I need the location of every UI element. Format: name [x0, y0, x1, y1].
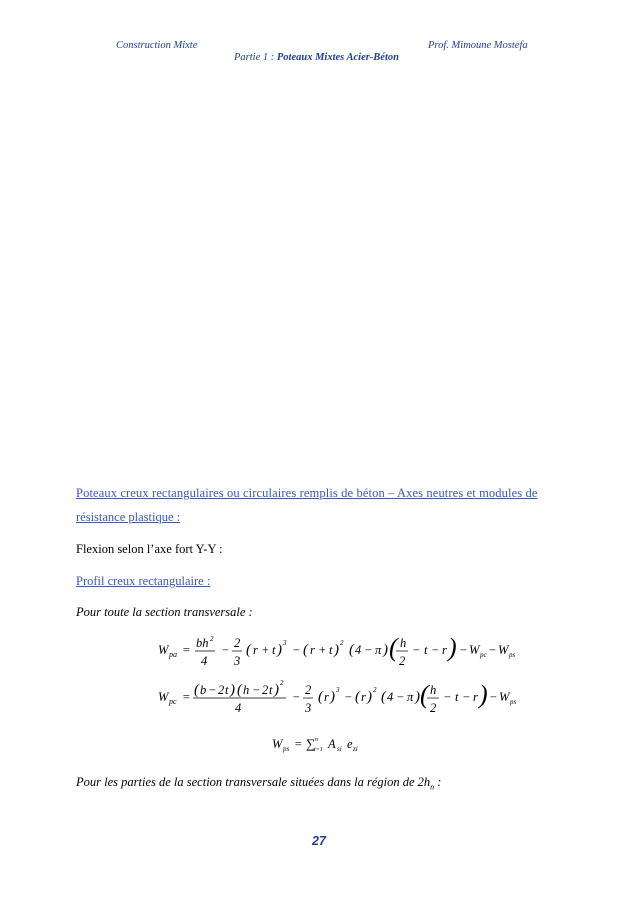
svg-text:−: −	[396, 690, 405, 704]
svg-text:pc: pc	[480, 651, 487, 659]
eq2-lhs-subscript: pc	[169, 697, 177, 706]
svg-text:2: 2	[399, 654, 406, 668]
svg-text:4: 4	[387, 690, 394, 704]
svg-text:): )	[277, 642, 282, 658]
equation-wpc	[158, 679, 517, 722]
header-part-title	[234, 52, 399, 63]
svg-text:=: =	[182, 643, 191, 657]
svg-text:): )	[415, 689, 420, 705]
svg-text:−: −	[462, 690, 471, 704]
region-2hn-label	[76, 775, 441, 792]
header-course-title: Construction Mixte	[116, 40, 198, 51]
svg-text:(: (	[389, 633, 398, 662]
svg-text:): )	[274, 682, 279, 698]
svg-text:t: t	[225, 683, 229, 697]
svg-text:t: t	[272, 643, 276, 657]
svg-text:r: r	[324, 690, 329, 704]
svg-text:n: n	[315, 737, 318, 743]
svg-text:2: 2	[430, 701, 437, 715]
eq1-lhs-subscript: pa	[169, 650, 177, 659]
svg-text:(: (	[420, 680, 429, 709]
svg-text:e: e	[347, 737, 353, 751]
svg-text:=: =	[182, 690, 191, 704]
svg-text:−: −	[208, 683, 217, 697]
svg-text:3: 3	[283, 639, 287, 647]
svg-text:2: 2	[373, 686, 377, 694]
svg-text:−: −	[488, 643, 497, 657]
svg-text:−: −	[292, 690, 301, 704]
header-author: Prof. Mimoune Mostefa	[428, 40, 528, 51]
flexion-axis-label: Flexion selon l’axe fort Y-Y :	[76, 542, 223, 556]
eq1-lhs-symbol: W	[158, 643, 169, 657]
svg-text:2: 2	[262, 683, 269, 697]
region-label-text: Pour les parties de la section transversale situées dans la région de 2h	[76, 775, 431, 789]
svg-text:r: r	[253, 643, 258, 657]
eq3-lhs-subscript: ps	[283, 745, 290, 753]
svg-text:−: −	[364, 643, 373, 657]
svg-text:−: −	[344, 690, 353, 704]
svg-text:r: r	[473, 690, 478, 704]
svg-text:(: (	[318, 689, 323, 705]
svg-text:): )	[367, 689, 372, 705]
section-heading-line2: résistance plastique :	[76, 510, 181, 524]
svg-text:zi: zi	[353, 745, 358, 753]
svg-text:r: r	[442, 643, 447, 657]
page-number: 27	[312, 834, 326, 848]
svg-text:): )	[334, 642, 339, 658]
svg-text:bh: bh	[196, 636, 209, 650]
svg-text:ps: ps	[509, 651, 516, 659]
svg-text:W: W	[499, 690, 510, 704]
svg-text:2: 2	[340, 639, 344, 647]
svg-text:h: h	[400, 636, 407, 650]
svg-text:2: 2	[305, 683, 312, 697]
eq2-lhs-symbol: W	[158, 690, 169, 704]
svg-text:r: r	[361, 690, 366, 704]
region-label-suffix: :	[434, 775, 442, 789]
svg-text:h: h	[243, 683, 250, 697]
svg-text:4: 4	[355, 643, 362, 657]
svg-text:=: =	[294, 737, 303, 751]
svg-text:3: 3	[305, 701, 312, 715]
svg-text:): )	[383, 642, 388, 658]
svg-text:t: t	[329, 643, 333, 657]
svg-text:−: −	[489, 690, 498, 704]
svg-text:): )	[448, 633, 457, 662]
svg-text:(: (	[349, 642, 354, 658]
svg-text:4: 4	[201, 654, 208, 668]
svg-text:(: (	[246, 642, 251, 658]
svg-text:2: 2	[210, 635, 214, 643]
svg-text:+: +	[318, 643, 327, 657]
svg-text:2: 2	[218, 683, 225, 697]
svg-text:−: −	[459, 643, 468, 657]
svg-text:b: b	[200, 683, 207, 697]
svg-text:−: −	[431, 643, 440, 657]
svg-text:ps: ps	[510, 698, 517, 706]
svg-text:(: (	[237, 682, 242, 698]
svg-text:(: (	[194, 682, 199, 698]
svg-text:(: (	[381, 689, 386, 705]
svg-text:−: −	[412, 643, 421, 657]
eq3-lhs-symbol: W	[272, 737, 283, 751]
svg-text:t: t	[455, 690, 459, 704]
svg-text:−: −	[443, 690, 452, 704]
svg-text:W: W	[469, 643, 480, 657]
svg-text:3: 3	[336, 686, 340, 694]
svg-text:2: 2	[234, 636, 241, 650]
svg-text:r: r	[310, 643, 315, 657]
svg-text:+: +	[261, 643, 270, 657]
svg-text:−: −	[292, 643, 301, 657]
svg-text:A: A	[328, 737, 336, 751]
header-part-name: Poteaux Mixtes Acier-Béton	[276, 52, 399, 63]
svg-text:): )	[479, 680, 488, 709]
svg-text:(: (	[303, 642, 308, 658]
equation-wps	[272, 732, 372, 763]
section-heading-line1: Poteaux creux rectangulaires ou circulaires remplis de béton – Axes neutres et modules de	[76, 486, 538, 500]
svg-text:si: si	[337, 745, 342, 753]
svg-text:π: π	[407, 690, 414, 704]
region-label-subscript: n	[430, 782, 435, 792]
svg-text:3: 3	[234, 654, 241, 668]
svg-text:2: 2	[280, 679, 284, 687]
header-part-prefix: Partie 1 :	[234, 52, 277, 63]
svg-text:W: W	[498, 643, 509, 657]
svg-text:t: t	[424, 643, 428, 657]
svg-text:∑: ∑	[306, 736, 316, 751]
svg-text:): )	[230, 682, 235, 698]
svg-text:−: −	[252, 683, 261, 697]
svg-text:): )	[330, 689, 335, 705]
equation-wpa	[158, 632, 516, 675]
svg-text:4: 4	[235, 701, 242, 715]
svg-text:t: t	[269, 683, 273, 697]
whole-section-label: Pour toute la section transversale :	[76, 605, 253, 619]
svg-text:i=1: i=1	[314, 747, 323, 753]
svg-text:(: (	[355, 689, 360, 705]
svg-text:h: h	[430, 683, 437, 697]
svg-text:−: −	[221, 643, 230, 657]
svg-text:π: π	[375, 643, 382, 657]
profile-heading: Profil creux rectangulaire :	[76, 574, 211, 588]
